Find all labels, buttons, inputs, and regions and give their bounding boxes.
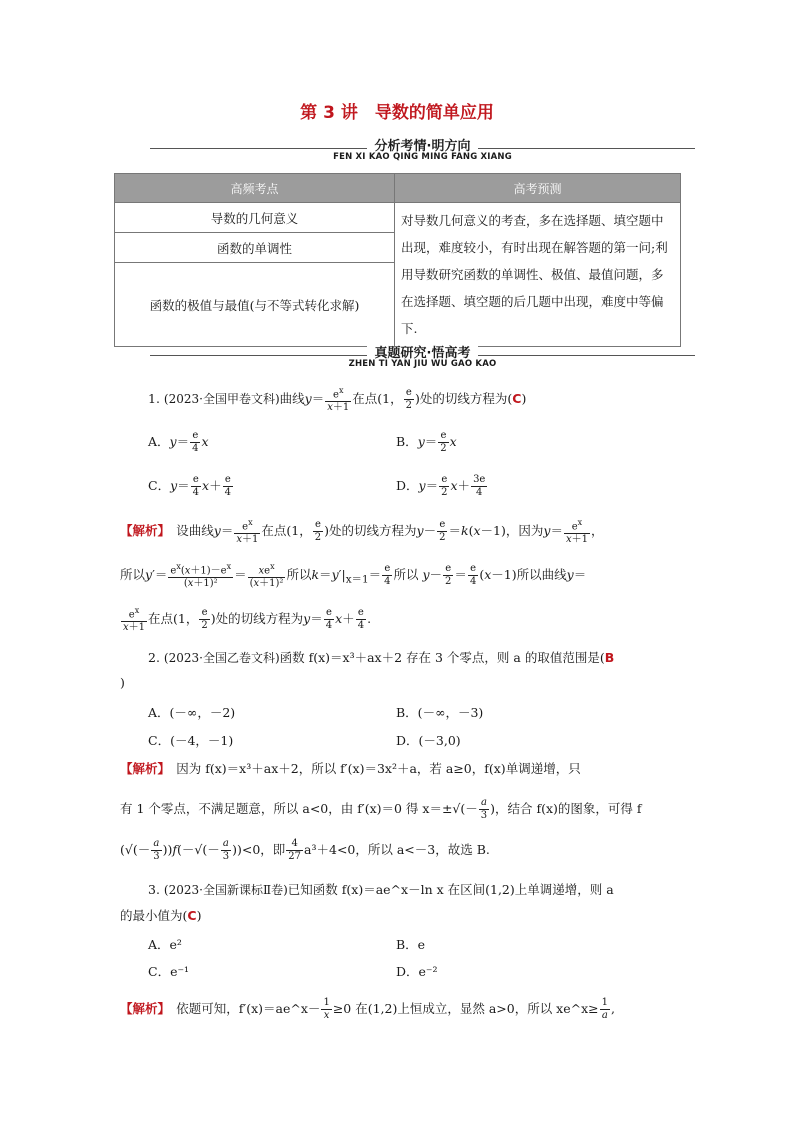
exam-topic-table (114, 173, 681, 347)
solution-1-line-2: 所以y′＝ $\frac{e^x(x+1)-e^x}{\text{(x＋1)²}}$ ＝ $\frac{xe^x}{\text{(x＋1)²}}$ 所以$k=y'|_{x=1}=$ $\frac{e}{4}$ 所以 y－ $\frac{e}{2}$ ＝ $\frac{e}{4}$ (x－1)所以曲线y＝ (120, 562, 587, 590)
banner-pinyin: ZHEN TI YAN JIU WU GAO KAO (348, 359, 497, 369)
option-a: A．y＝ $\frac{e}{4}$ x (148, 430, 209, 454)
option-a: A．(－∞，－2) (148, 705, 236, 720)
page-title: 第 3 讲 导数的简单应用 (300, 103, 494, 123)
question-1-stem: 1. (2023·全国甲卷文科)曲线y＝ $\frac{e^x}{x+1}$ 在点(1， $\frac{e}{2}$ )处的切线方程为(C) (148, 386, 527, 414)
solution-label: 【解析】 (120, 523, 164, 539)
question-2-close: ) (120, 675, 125, 690)
table-header-prediction: 高考预测 (395, 174, 681, 203)
solution-3-line-1: 【解析】 依题可知，f′(x)＝ae^x－ $\frac{1}{x}$ ≥0 在(1,2)上恒成立，显然 a>0，所以 xe^x≥ $\frac{1}{a}$ , (120, 997, 615, 1021)
answer-letter: C (187, 908, 197, 923)
banner-title: 真题研究·悟高考 (367, 346, 479, 361)
solution-label: 【解析】 (120, 1001, 164, 1016)
option-c: C．y＝ $\frac{e}{4}$ x＋ $\frac{e}{4}$ (148, 474, 231, 498)
question-2-stem: 2. (2023·全国乙卷文科)函数 f(x)＝x³＋ax＋2 存在 3 个零点，则 a 的取值范围是(B (148, 650, 615, 665)
solution-2-line-1: 【解析】 因为 f(x)＝x³＋ax＋2，所以 f′(x)＝3x²＋a，若 a≥0，f(x)单调递增，只 (120, 761, 581, 776)
table-row: 导数的几何意义 (115, 203, 395, 233)
solution-1-line-3: $\frac{e^x}{x+1}$ 在点(1， $\frac{e}{2}$ )处的切线方程为y＝ $\frac{e}{4}$ x＋ $\frac{e}{4}$ . (123, 606, 372, 634)
option-b: B．e (396, 937, 426, 952)
option-b: B．(－∞，－3) (396, 705, 484, 720)
answer-letter: C (512, 391, 522, 407)
prediction-text: 对导数几何意义的考查，多在选择题、填空题中出现，难度较小，有时出现在解答题的第一问;利用导数研究函数的单调性、极值、最值问题，多在选择题、填空题的后几题中出现，难度中等偏下. (395, 203, 681, 347)
solution-2-line-2: 有 1 个零点，不满足题意，所以 a<0，由 f′(x)＝0 得 x＝±√(－ $\frac{a}{3}$ )，结合 f(x)的图象，可得 f (120, 797, 642, 821)
option-d: D．e⁻² (396, 964, 438, 979)
option-b: B．y＝ $\frac{e}{2}$ x (396, 430, 457, 454)
option-d: D．y＝ $\frac{e}{2}$ x＋ $\frac{3e}{4}$ (396, 474, 486, 498)
section-banner-analysis (150, 133, 695, 163)
table-row: 函数的单调性 (115, 233, 395, 263)
option-c: C．(－4，－1) (148, 733, 234, 748)
option-c: C．e⁻¹ (148, 964, 190, 979)
section-banner-real-exam (150, 340, 695, 370)
question-3-stem: 3. (2023·全国新课标Ⅱ卷)已知函数 f(x)＝ae^x－ln x 在区间(1,2)上单调递增，则 a (148, 882, 614, 897)
table-row: 函数的极值与最值(与不等式转化求解) (115, 263, 395, 347)
question-3-stem-cont: 的最小值为(C) (120, 908, 202, 923)
banner-pinyin: FEN XI KAO QING MING FANG XIANG (333, 152, 512, 162)
option-d: D．(－3,0) (396, 733, 461, 748)
option-a: A．e² (148, 937, 182, 952)
solution-1-line-1: 【解析】 设曲线y＝ $\frac{e^x}{x+1}$ 在点(1， $\frac{e}{2}$ )处的切线方程为y－ $\frac{e}{2}$ ＝k(x－1)，因为y＝ $\frac{e^x}{x+1}$ ， (120, 518, 604, 546)
solution-2-line-3: (√(－ $\frac{a}{3}$ ))f(－√(－ $\frac{a}{3}$ ))<0，即 $\frac{4}{27}$ a³＋4<0，所以 a<－3，故选 B. (120, 838, 490, 862)
solution-label: 【解析】 (120, 761, 164, 776)
table-header-topics: 高频考点 (115, 174, 395, 203)
banner-title: 分析考情·明方向 (367, 139, 479, 154)
answer-letter: B (604, 650, 615, 665)
